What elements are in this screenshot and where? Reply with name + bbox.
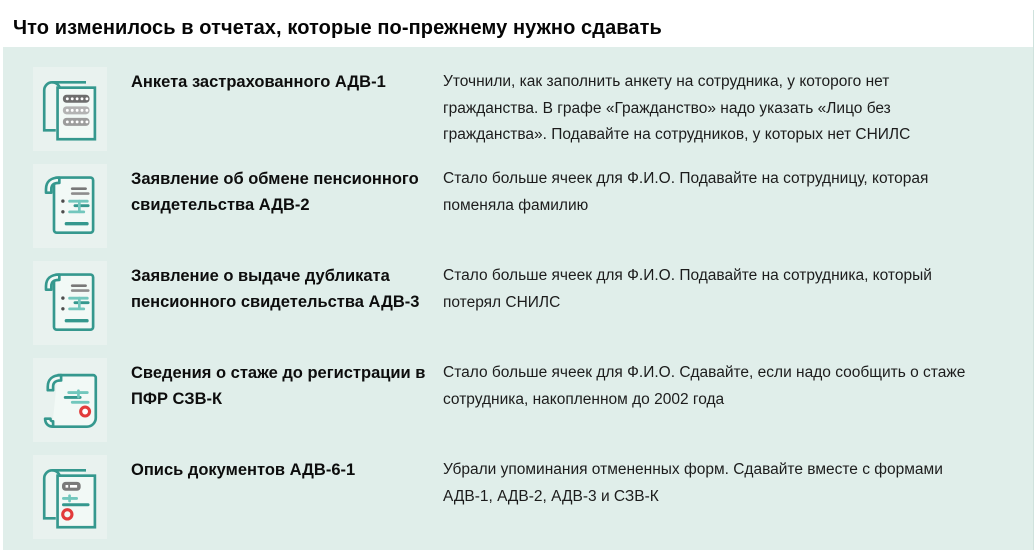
table-row (3, 357, 1033, 454)
table-header-band (3, 10, 1033, 47)
adv3-statement-document-icon (33, 261, 107, 345)
report-changes-table (3, 10, 1034, 550)
adv61-inventory-document-icon (33, 455, 107, 539)
table-row (3, 163, 1033, 260)
adv1-questionnaire-document-icon (33, 67, 107, 151)
table-row (3, 260, 1033, 357)
page-title: Что изменилось в отчетах, которые по-прежнему нужно сдавать (13, 17, 662, 39)
report-description: Стало больше ячеек для Ф.И.О. Подавайте на сотрудницу, которая поменяла фамилию (443, 170, 929, 214)
report-title: Сведения о стаже до регистрации в ПФР СЗВ-К (131, 364, 426, 408)
table-row (3, 454, 1033, 551)
report-title: Анкета застрахованного АДВ-1 (131, 73, 386, 91)
report-title: Опись документов АДВ-6-1 (131, 461, 356, 479)
adv2-statement-document-icon (33, 164, 107, 248)
report-title: Заявление об обмене пенсионного свидетельства АДВ-2 (131, 170, 419, 214)
szvk-record-document-icon (33, 358, 107, 442)
report-description: Убрали упоминания отмененных форм. Сдавайте вместе с формами АДВ-1, АДВ-2, АДВ-3 и СЗВ-К (443, 461, 943, 505)
table-row (3, 66, 1033, 163)
report-title: Заявление о выдаче дубликата пенсионного свидетельства АДВ-3 (131, 267, 420, 311)
report-description: Уточнили, как заполнить анкету на сотрудника, у которого нет гражданства. В графе «Гражданство» надо указать «Лицо без гражданства». Подавайте на сотрудников, у которых нет СНИЛС (443, 73, 911, 143)
report-description: Стало больше ячеек для Ф.И.О. Сдавайте, если надо сообщить о стаже сотрудника, накопленном до 2002 года (443, 364, 966, 408)
report-description: Стало больше ячеек для Ф.И.О. Подавайте на сотрудника, который потерял СНИЛС (443, 267, 932, 311)
report-rows (3, 47, 1033, 551)
